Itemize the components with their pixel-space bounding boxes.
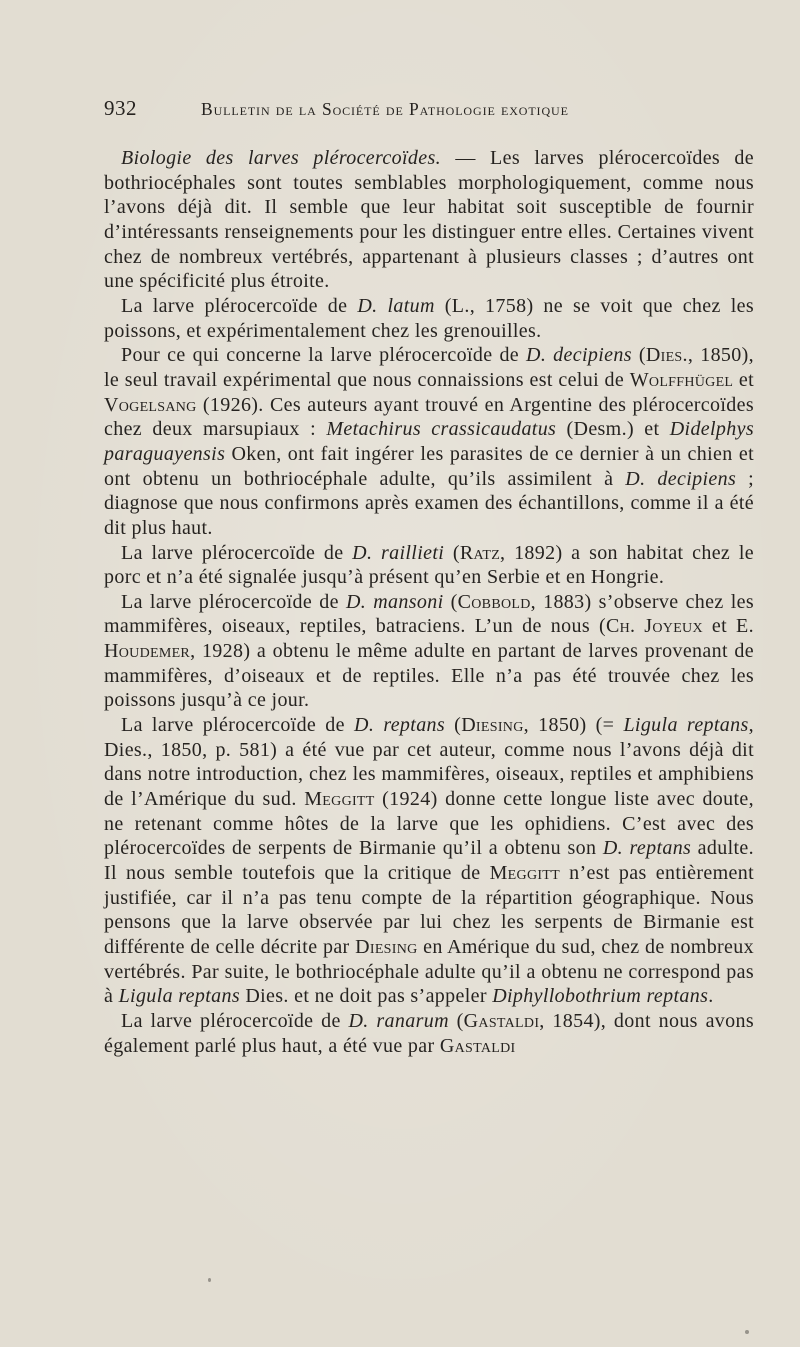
author-name: Meggitt — [489, 862, 561, 885]
page-header — [104, 96, 754, 126]
text-segment: n’est pas entièrement justifiée, car il n’a pas tenu compte de la répartition géographique. Nous pensons que la larve observée par lui chez les serpents de Birmanie est différente de celle décrite par — [104, 862, 754, 958]
paragraph — [104, 343, 754, 540]
author-name: Houdemer — [104, 640, 191, 663]
text-segment: et E. — [702, 615, 754, 638]
print-speck — [208, 1278, 211, 1282]
text-segment: (L., 1758) ne se voit que chez les poissons, et expérimentalement chez les grenouilles. — [104, 294, 754, 342]
author-name: Dies — [645, 344, 683, 367]
text-segment: ; diagnose que nous confirmons après examen des échantillons, comme il a été dit plus haut. — [104, 467, 755, 539]
text-segment: Pour ce qui concerne la larve plérocercoïde de — [121, 344, 527, 367]
paragraph — [104, 1009, 754, 1058]
text-segment: (1926). Ces auteurs ayant trouvé en Argentine des plérocercoïdes chez deux marsupiaux : — [104, 393, 754, 441]
italic-text: Ligula reptans — [623, 714, 749, 737]
author-name: Wolffhügel — [629, 368, 734, 391]
author-name: Ratz — [459, 541, 501, 564]
author-name: Diesing — [461, 714, 524, 737]
text-segment: ( — [444, 541, 460, 564]
text-segment: (Desm.) et — [556, 418, 670, 441]
italic-text: D. reptans — [354, 714, 446, 737]
italic-text: Biologie des larves plérocercoïdes. — [121, 147, 441, 169]
text-segment: , 1850) (= — [523, 714, 624, 737]
italic-text: D. decipiens — [625, 467, 737, 490]
italic-text: D. raillieti — [352, 541, 445, 564]
italic-text: D. mansoni — [345, 590, 444, 613]
text-segment: Oken, ont fait ingérer les parasites de ce dernier à un chien et ont obtenu un bothriocéphale adulte, qu’ils assimilent à — [104, 442, 754, 490]
text-segment: , 1854), dont nous avons également parlé plus haut, a été vue par — [104, 1009, 754, 1057]
text-segment: , 1892) a son habitat chez le porc et n’a été signalée jusqu’à présent qu’en Serbie et en Hongrie. — [104, 541, 754, 589]
paragraph — [104, 541, 754, 590]
text-segment: ( — [631, 344, 646, 367]
paragraph — [104, 713, 754, 1009]
paragraph — [104, 146, 754, 294]
text-segment: , 1928) a obtenu le même adulte en partant de larves provenant de mammifères, d’oiseaux et de reptiles. Elle n’a pas été trouvée chez les poissons jusqu’à ce jour. — [104, 640, 754, 712]
author-name: Gastaldi — [463, 1009, 540, 1032]
text-segment: ( — [448, 1009, 464, 1032]
text-segment: , Dies., 1850, p. 581) a été vue par cet auteur, comme nous l’avons déjà dit dans notre introduction, chez les mammifères, oiseaux, reptiles et amphibiens de l’Amérique du sud. — [104, 714, 754, 811]
text-segment: La larve plérocercoïde de — [121, 1009, 349, 1032]
author-name: Cobbold — [457, 590, 531, 613]
author-name: Meggitt — [304, 788, 375, 811]
text-segment: . — [708, 985, 714, 1008]
italic-text: D. ranarum — [348, 1009, 449, 1032]
paragraph — [104, 294, 754, 343]
print-speck — [745, 1330, 749, 1334]
italic-text: Didelphys paraguayensis — [104, 418, 754, 465]
author-name: Ch. Joyeux — [605, 615, 703, 638]
italic-text: D. reptans — [602, 837, 692, 860]
italic-text: D. latum — [357, 294, 435, 317]
italic-text: Metachirus crassicaudatus — [326, 418, 557, 441]
text-segment: — Les larves plérocercoïdes de bothriocéphales sont toutes semblables morphologiquement, comme nous l’avons déjà dit. Il semble que leur habitat soit susceptible de fournir d’intéressants renseignements pour les distinguer entre elles. Certaines vivent chez de nombreux vertébrés, appartenant à plusieurs classes ; d’autres ont une spécificité plus étroite. — [104, 147, 754, 293]
italic-text: Diphyllobothrium reptans — [492, 985, 709, 1008]
text-segment: Dies. et ne doit pas s’appeler — [239, 985, 493, 1008]
text-segment: La larve plérocercoïde de — [121, 714, 355, 737]
text-segment: ( — [443, 590, 458, 613]
text-segment: ( — [445, 714, 462, 737]
text-segment: ., 1850), le seul travail expérimental que nous connaissions est celui de — [104, 344, 754, 391]
page-number: 932 — [104, 96, 137, 120]
text-segment: , 1883) s’observe chez les mammifères, oiseaux, reptiles, batraciens. L’un de nous ( — [104, 590, 754, 638]
author-name: Gastaldi — [439, 1034, 516, 1057]
text-segment: adulte. Il nous semble toutefois que la critique de — [104, 837, 755, 885]
italic-text: Ligula reptans — [118, 985, 240, 1008]
italic-text: D. decipiens — [526, 344, 632, 367]
paragraph — [104, 590, 754, 713]
author-name: Diesing — [355, 936, 418, 958]
body-text — [104, 146, 754, 1058]
author-name: Vogelsang — [104, 393, 197, 416]
running-title: Bulletin de la Société de Pathologie exotique — [201, 99, 569, 119]
text-segment: et — [733, 368, 755, 391]
text-segment: La larve plérocercoïde de — [121, 541, 353, 564]
text-segment: en Amérique du sud, chez de nombreux vertébrés. Par suite, le bothriocéphale adulte qu’il a obtenu ne correspond pas à — [104, 936, 754, 1008]
text-segment: (1924) donne cette longue liste avec doute, ne retenant comme hôtes de la larve que les ophidiens. C’est avec des plérocercoïdes de serpents de Birmanie qu’il a obtenu son — [104, 788, 754, 860]
text-segment: La larve plérocercoïde de — [121, 294, 358, 317]
text-segment: La larve plérocercoïde de — [121, 590, 346, 613]
